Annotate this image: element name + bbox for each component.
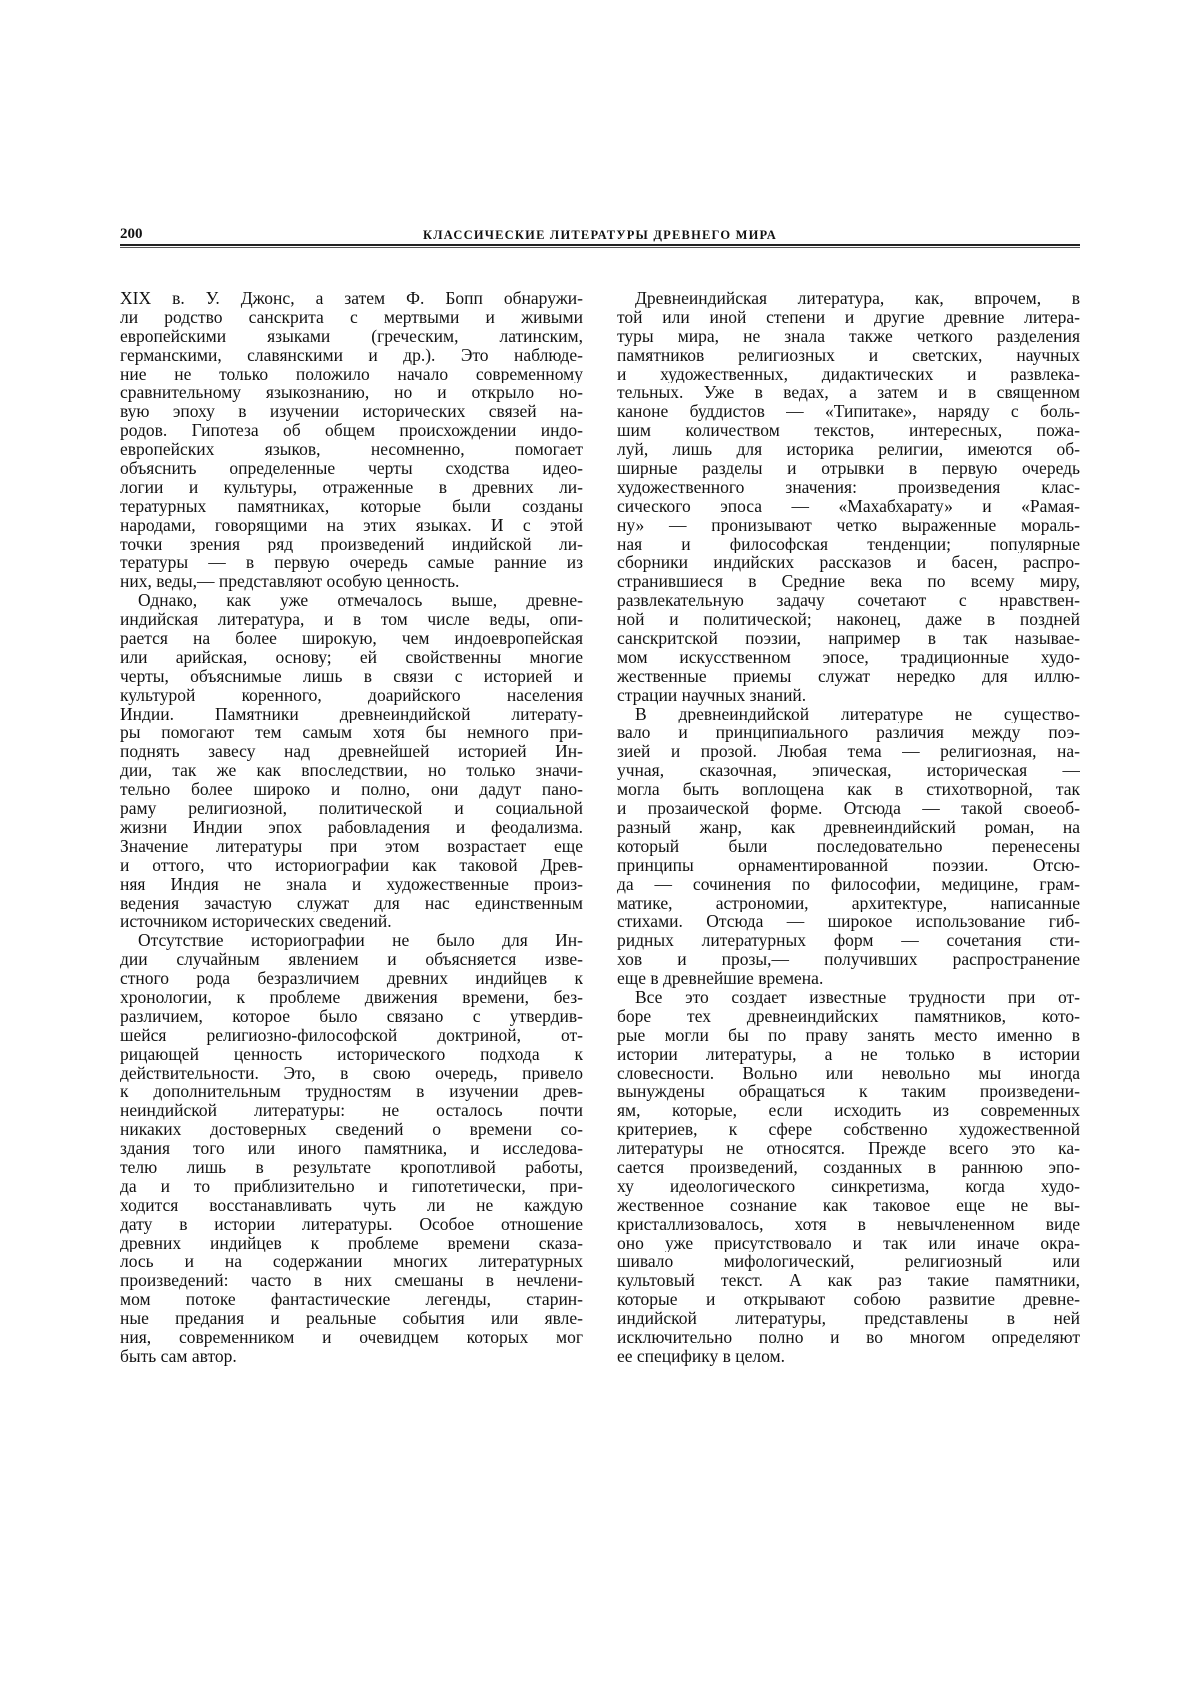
text-line: критериев, к сфере собственно художественной bbox=[617, 1120, 1080, 1140]
text-line: древних индийцев к проблеме времени сказа- bbox=[120, 1233, 583, 1253]
text-line: мом потоке фантастические легенды, старин- bbox=[120, 1290, 583, 1310]
paragraph bbox=[120, 289, 583, 591]
text-line: ры помогают тем самым хотя бы немного при- bbox=[120, 723, 583, 743]
text-line: той или иной степени и другие древние литера- bbox=[617, 307, 1080, 327]
text-line: ходится восстанавливать чуть ли не каждую bbox=[120, 1195, 583, 1215]
text-line: жизни Индии эпох рабовладения и феодализма. bbox=[120, 817, 583, 837]
text-line: XIX в. У. Джонс, а затем Ф. Бопп обнаружи- bbox=[120, 289, 583, 308]
text-line: да — сочинения по философии, медицине, грам- bbox=[617, 874, 1080, 894]
text-line: вую эпоху в изучении исторических связей на- bbox=[120, 402, 583, 422]
text-line: художественного значения: произведения клас- bbox=[617, 477, 1080, 497]
text-line: исключительно полно и во многом определяют bbox=[617, 1327, 1080, 1347]
text-line: и художественных, дидактических и развлека- bbox=[617, 364, 1080, 384]
text-line: Значение литературы при этом возрастает еще bbox=[120, 836, 583, 856]
text-line: ридных литературных форм — сочетания сти- bbox=[617, 931, 1080, 951]
text-column-right bbox=[617, 289, 1080, 1366]
text-line: быть сам автор. bbox=[120, 1346, 237, 1366]
text-line: каноне буддистов — «Типитаке», наряду с боль- bbox=[617, 402, 1080, 422]
text-line: индийская литература, и в том числе веды, опи- bbox=[120, 610, 583, 630]
text-line: учная, сказочная, эпическая, историческая — bbox=[617, 761, 1080, 781]
text-line: них, веды,— представляют особую ценность. bbox=[120, 572, 460, 592]
text-line: мом искусственном эпосе, традиционные худо- bbox=[617, 647, 1080, 667]
text-line: ширные разделы и отрывки в первую очередь bbox=[617, 459, 1080, 478]
text-line: странившиеся в Средние века по всему миру, bbox=[617, 572, 1080, 592]
text-line: шейся религиозно-философской доктриной, от- bbox=[120, 1025, 583, 1045]
text-line: Отсутствие историографии не было для Ин- bbox=[138, 931, 583, 951]
text-line: словесности. Вольно или невольно мы иногда bbox=[617, 1063, 1080, 1083]
text-line: да и то приблизительно и гипотетически, при- bbox=[120, 1176, 583, 1196]
text-line: ху идеологического синкретизма, когда худо- bbox=[617, 1176, 1080, 1196]
text-line: логии и культуры, отраженные в древних ли- bbox=[120, 477, 583, 497]
text-line: рается на более широкую, чем индоевропейская bbox=[120, 629, 583, 648]
text-line: сического эпоса — «Махабхарату» и «Рамая- bbox=[617, 496, 1080, 516]
running-title: КЛАССИЧЕСКИЕ ЛИТЕРАТУРЫ ДРЕВНЕГО МИРА bbox=[422, 228, 777, 242]
text-line: боре тех древнеиндийских памятников, кото- bbox=[617, 1006, 1080, 1026]
text-line: ну» — пронизывают четко выраженные мораль- bbox=[617, 515, 1080, 535]
text-line: луй, лишь для историка религии, имеются об- bbox=[617, 440, 1080, 460]
text-line: европейских языков, несомненно, помогает bbox=[120, 440, 583, 460]
text-line: родов. Гипотеза об общем происхождении индо- bbox=[120, 421, 583, 441]
text-line: ее специфику в целом. bbox=[617, 1346, 785, 1366]
text-line: стного рода безразличием древних индийцев к bbox=[120, 969, 583, 988]
text-line: сравнительному языкознанию, но и открыло но- bbox=[120, 383, 583, 403]
header-rule bbox=[120, 244, 1080, 248]
text-line: дии, так же как впоследствии, но только значи- bbox=[120, 761, 583, 781]
paragraph bbox=[120, 591, 583, 931]
text-line: Древнеиндийская литература, как, впрочем, в bbox=[635, 289, 1080, 308]
text-line: рые могли бы по праву занять место именно в bbox=[617, 1025, 1080, 1045]
text-line: рицающей ценность исторического подхода к bbox=[120, 1044, 583, 1064]
text-line: ние не только положило начало современному bbox=[120, 364, 583, 384]
text-line: источником исторических сведений. bbox=[120, 912, 392, 932]
text-line: раму религиозной, политической и социальной bbox=[120, 799, 583, 818]
text-line: принципы орнаментированной поэзии. Отсю- bbox=[617, 855, 1080, 875]
text-line: и оттого, что историографии как таковой Древ- bbox=[120, 855, 583, 875]
text-line: народами, говорящими на этих языках. И с этой bbox=[120, 515, 583, 535]
text-line: разный жанр, как древнеиндийский роман, на bbox=[617, 817, 1080, 837]
text-line: ные предания и реальные события или явле- bbox=[120, 1309, 583, 1328]
text-line: или арийская, основу; ей свойственны многие bbox=[120, 647, 583, 667]
text-line: различием, которое было связано с утвердив- bbox=[120, 1006, 583, 1026]
text-line: Все это создает известные трудности при от- bbox=[635, 987, 1080, 1007]
text-line: действительности. Это, в свою очередь, привело bbox=[120, 1063, 583, 1083]
text-line: хронологии, к проблеме движения времени, без- bbox=[120, 987, 583, 1007]
text-line: В древнеиндийской литературе не существо- bbox=[635, 704, 1080, 724]
text-line: ной и политической; наконец, даже в поздней bbox=[617, 610, 1080, 630]
paragraph bbox=[617, 988, 1080, 1366]
text-line: германскими, славянскими и др.). Это наблюде- bbox=[120, 345, 583, 365]
text-line: здания того или иного памятника, и исследова- bbox=[120, 1139, 583, 1158]
text-line: ния, современником и очевидцем которых мог bbox=[120, 1327, 583, 1347]
text-line: тературы — в первую очередь самые ранние из bbox=[120, 553, 583, 573]
text-line: телю лишь в результате кропотливой работы, bbox=[120, 1157, 583, 1177]
text-line: сборники индийских рассказов и басен, распро- bbox=[617, 553, 1080, 573]
page-number: 200 bbox=[120, 226, 143, 242]
text-line: вынуждены обращаться к таким произведени- bbox=[617, 1082, 1080, 1102]
paragraph bbox=[617, 289, 1080, 705]
text-line: культурой коренного, доарийского населения bbox=[120, 685, 583, 705]
text-line: объяснить определенные черты сходства идео- bbox=[120, 459, 583, 478]
text-line: тельно более широко и полно, они дадут пано- bbox=[120, 780, 583, 800]
text-line: тельных. Уже в ведах, а затем и в священном bbox=[617, 383, 1080, 403]
text-line: хов и прозы,— получивших распространение bbox=[617, 950, 1080, 970]
text-line: ная и философская тенденции; популярные bbox=[617, 534, 1080, 554]
text-line: и прозаической форме. Отсюда — такой своеоб- bbox=[617, 799, 1080, 818]
text-line: матике, астрономии, архитектуре, написанные bbox=[617, 893, 1080, 913]
text-line: жественные приемы служат нередко для иллю- bbox=[617, 666, 1080, 686]
text-line: памятников религиозных и светских, научных bbox=[617, 345, 1080, 365]
text-line: который были последовательно перенесены bbox=[617, 836, 1080, 856]
text-line: ям, которые, если исходить из современных bbox=[617, 1101, 1080, 1121]
text-line: лось и на содержании многих литературных bbox=[120, 1252, 583, 1272]
text-column-left bbox=[120, 289, 583, 1366]
text-line: произведений: часто в них смешаны в нечлени- bbox=[120, 1271, 583, 1291]
text-line: няя Индия не знала и художественные произ- bbox=[120, 874, 583, 894]
text-line: литературы не относятся. Прежде всего это ка- bbox=[617, 1139, 1080, 1158]
text-line: шим количеством текстов, интересных, пожа- bbox=[617, 421, 1080, 441]
text-line: тературных памятниках, которые были созданы bbox=[120, 496, 583, 516]
text-line: культовый текст. А как раз такие памятники, bbox=[617, 1271, 1080, 1291]
text-line: развлекательную задачу сочетают с нравствен- bbox=[617, 591, 1080, 611]
text-line: индийской литературы, представлены в ней bbox=[617, 1309, 1080, 1328]
text-line: к дополнительным трудностям в изучении древ- bbox=[120, 1082, 583, 1102]
text-line: поднять завесу над древнейшей историей Ин- bbox=[120, 742, 583, 762]
text-line: дии случайным явлением и объясняется изве- bbox=[120, 950, 583, 970]
text-line: могла быть воплощена как в стихотворной, так bbox=[617, 780, 1080, 800]
paragraph bbox=[120, 931, 583, 1365]
text-line: черты, объяснимые лишь в связи с историей и bbox=[120, 666, 583, 686]
text-line: истории литературы, а не только в истории bbox=[617, 1044, 1080, 1064]
text-line: точки зрения ряд произведений индийской ли- bbox=[120, 534, 583, 554]
text-line: ли родство санскрита с мертвыми и живыми bbox=[120, 307, 583, 327]
text-line: страции научных знаний. bbox=[617, 685, 807, 705]
text-line: ведения зачастую служат для нас единственным bbox=[120, 893, 583, 913]
text-line: санскритской поэзии, например в так называе- bbox=[617, 629, 1080, 648]
text-line: оно уже присутствовало и так или иначе окра- bbox=[617, 1233, 1080, 1253]
paragraph bbox=[617, 705, 1080, 988]
text-line: еще в древнейшие времена. bbox=[617, 969, 824, 988]
text-line: Индии. Памятники древнеиндийской литерату- bbox=[120, 704, 583, 724]
text-line: которые и открывают собою развитие древне- bbox=[617, 1290, 1080, 1310]
text-line: туры мира, не знала также четкого разделения bbox=[617, 326, 1080, 346]
text-line: зией и прозой. Любая тема — религиозная, на- bbox=[617, 742, 1080, 762]
text-line: сается произведений, созданных в раннюю эпо- bbox=[617, 1157, 1080, 1177]
text-line: жественное сознание как таковое еще не вы- bbox=[617, 1195, 1080, 1215]
text-line: вало и принципиального различия между поэ- bbox=[617, 723, 1080, 743]
text-line: дату в истории литературы. Особое отношение bbox=[120, 1214, 583, 1234]
text-line: шивало мифологический, религиозный или bbox=[617, 1252, 1080, 1272]
text-line: европейскими языками (греческим, латинским, bbox=[120, 326, 583, 346]
text-line: никаких достоверных сведений о времени со- bbox=[120, 1120, 583, 1140]
text-line: кристаллизовалось, хотя в невычлененном виде bbox=[617, 1214, 1080, 1234]
text-line: стихами. Отсюда — широкое использование гиб- bbox=[617, 912, 1080, 932]
text-line: Однако, как уже отмечалось выше, древне- bbox=[138, 591, 583, 611]
text-line: неиндийской литературы: не осталось почти bbox=[120, 1101, 583, 1121]
